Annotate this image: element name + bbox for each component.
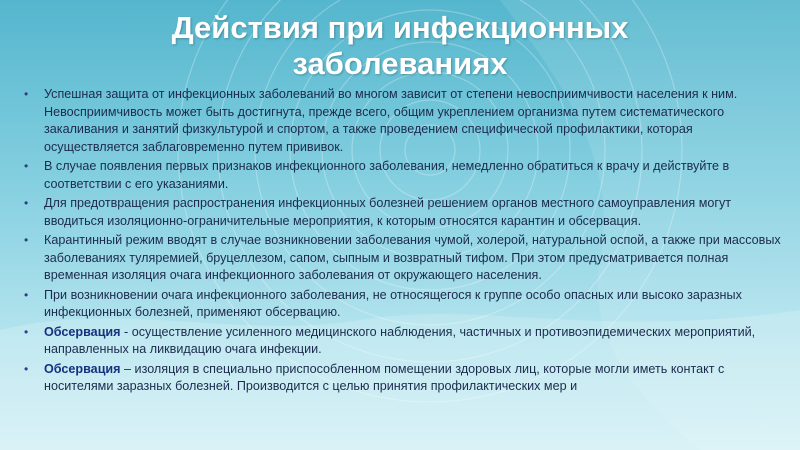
- bullet-text: При возникновении очага инфекционного заболевания, не относящегося к группе особо опасных или высоко заразных инфекционных болезней, применяют обсервацию.: [44, 287, 742, 319]
- bullet-icon: •: [24, 159, 29, 173]
- bullet-text: В случае появления первых признаков инфекционного заболевания, немедленно обратиться к врачу и действуйте в соответствии с его указаниями.: [44, 159, 730, 191]
- bullet-text: - осуществление усиленного медицинского наблюдения, частичных и противоэпидемических мероприятий, направленных на ликвидацию очага инфекции.: [44, 324, 756, 356]
- term-label: Обсервация: [44, 361, 121, 376]
- bullet-item: [22, 232, 784, 285]
- bullet-icon: •: [24, 87, 29, 101]
- bullet-item: [22, 86, 784, 156]
- bullet-icon: •: [24, 324, 29, 339]
- bullet-text: Карантинный режим вводят в случае возникновении заболевания чумой, холерой, натуральной оспой, а также при массовых заболеваниях туляремией, бруцеллезом, сапом, сыпным и возвратный тифом. При этом предусматривается полная временная изоляция очага инфекционного заболевания от окружающего населения.: [44, 233, 781, 282]
- bullet-icon: •: [24, 287, 29, 302]
- bullet-text: Успешная защита от инфекционных заболеваний во многом зависит от степени невосприимчивости населения к ним. Невосприимчивость может быть достигнута, прежде всего, общим укреплением организма путем систематического закаливания и занятий физкультурой и спортом, а также проведением специфической профилактики, которая осуществляется заблаговременно путем прививок.: [44, 87, 738, 154]
- bullet-text: Для предотвращения распространения инфекционных болезней решением органов местного самоуправления могут вводиться изоляционно-ограничительные мероприятия, к которым относятся карантин и обсервация.: [44, 196, 732, 228]
- slide-title: Действия при инфекционных заболеваниях: [171, 10, 629, 81]
- bullet-item: [22, 287, 784, 322]
- bullet-text: – изоляция в специально приспособленном помещении здоровых лиц, которые могли иметь контакт с носителями заразных болезней. Производится с целью принятия профилактических мер и: [44, 361, 725, 393]
- bullet-item: [22, 195, 784, 230]
- bullet-icon: •: [24, 233, 29, 247]
- bullet-list-container: [22, 86, 784, 398]
- term-label: Обсервация: [44, 324, 121, 339]
- bullet-list: [22, 86, 784, 396]
- bullet-item: [22, 324, 784, 359]
- bullet-icon: •: [24, 196, 29, 210]
- bullet-item: [22, 158, 784, 193]
- bullet-item: [22, 361, 784, 396]
- bullet-icon: •: [24, 361, 29, 376]
